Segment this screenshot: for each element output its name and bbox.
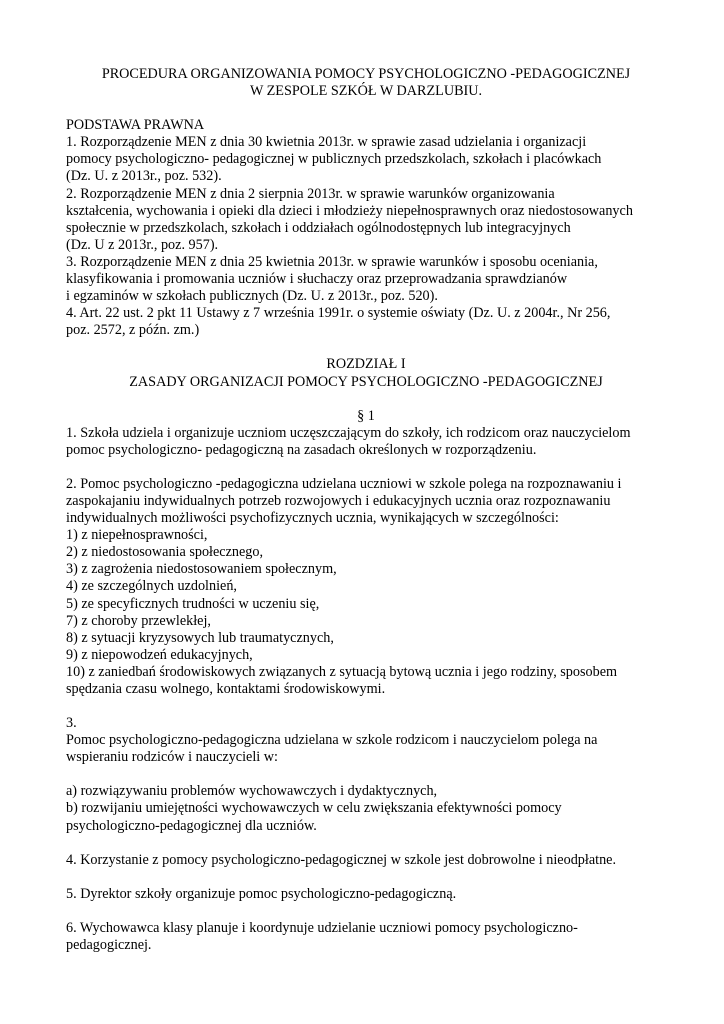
legal-basis-line: klasyfikowania i promowania uczniów i słuchaczy oraz przeprowadzania sprawdzianów [66,271,568,288]
point-3-intro-line: Pomoc psychologiczno-pedagogiczna udzielana w szkole rodzicom i nauczycielom polega na [66,732,598,749]
list-item: spędzania czasu wolnego, kontaktami środowiskowymi. [66,681,386,697]
list-item: 3) z zagrożenia niedostosowaniem społecznym, [66,561,337,578]
list-item: 9) z niepowodzeń edukacyjnych, [66,646,253,663]
list-item: 7) z choroby przewlekłej, [66,612,211,629]
list-item: b) rozwijaniu umiejętności wychowawczych w celu zwiększania efektywności pomocy [66,800,562,817]
document-page [66,66,666,954]
list-item: 4) ze szczególnych uzdolnień, [66,578,237,595]
point-1-line: 1. Szkoła udziela i organizuje uczniom uczęszczającym do szkoły, ich rodzicom oraz nauczycielom [66,424,631,441]
point-4: 4. Korzystanie z pomocy psychologiczno-pedagogicznej w szkole jest dobrowolne i nieodpłatne. [66,851,617,868]
list-item: 5) ze specyficznych trudności w uczeniu się, [66,595,320,612]
section-symbol: § 1 [357,407,375,424]
point-2-intro-line: zaspokajaniu indywidualnych potrzeb rozwojowych i edukacyjnych ucznia oraz rozpoznawaniu [66,492,611,509]
legal-basis-line: 2. Rozporządzenie MEN z dnia 2 sierpnia 2013r. w sprawie warunków organizowania [66,185,555,202]
title-line-2: W ZESPOLE SZKÓŁ W DARZLUBIU. [249,83,483,100]
chapter-label: ROZDZIAŁ I [326,356,406,373]
list-item: 2) z niedostosowania społecznego, [66,544,263,561]
legal-basis-heading: PODSTAWA PRAWNA [66,117,205,134]
list-item: 8) z sytuacji kryzysowych lub traumatycznych, [66,629,334,646]
point-3-intro-line: wspieraniu rodziców i nauczycieli w: [66,749,278,766]
point-6-line: 6. Wychowawca klasy planuje i koordynuje udzielanie uczniowi pomocy psychologiczno- [66,919,578,936]
point-2 [66,476,666,698]
list-item: psychologiczno-pedagogicznej dla uczniów. [66,817,317,834]
legal-basis-line: 4. Art. 22 ust. 2 pkt 11 Ustawy z 7 września 1991r. o systemie oświaty (Dz. U. z 2004r., Nr 256, [66,305,611,322]
legal-basis-section [66,117,666,339]
point-1-line: pomoc psychologiczno- pedagogiczną na zasadach określonych w rozporządzeniu. [66,441,537,458]
point-3-number: 3. [66,715,77,732]
section-1 [66,408,666,954]
point-6-line: pedagogicznej. [66,936,152,953]
legal-basis-line: kształcenia, wychowania i opieki dla dzieci i młodzieży niepełnosprawnych oraz niedostosowanych [66,202,633,219]
document-title [66,66,666,100]
point-2-intro-line: 2. Pomoc psychologiczno -pedagogiczna udzielana uczniowi w szkole polega na rozpoznawaniu i [66,475,622,492]
chapter-heading [66,356,666,390]
legal-basis-line: (Dz. U. z 2013r., poz. 532). [66,168,222,185]
legal-basis-line: 1. Rozporządzenie MEN z dnia 30 kwietnia 2013r. w sprawie zasad udzielania i organizacji [66,134,587,151]
legal-basis-line: 3. Rozporządzenie MEN z dnia 25 kwietnia 2013r. w sprawie warunków i sposobu oceniania, [66,253,598,270]
list-item: a) rozwiązywaniu problemów wychowawczych i dydaktycznych, [66,783,438,800]
legal-basis-line: i egzaminów w szkołach publicznych (Dz. U. z 2013r., poz. 520). [66,288,438,305]
legal-basis-line: poz. 2572, z późn. zm.) [66,322,200,339]
point-2-intro-line: indywidualnych możliwości psychofizycznych ucznia, wynikających w szczególności: [66,510,559,527]
point-1 [66,425,666,459]
legal-basis-line: społecznie w przedszkolach, szkołach i oddziałach ogólnodostępnych lub integracyjnych [66,219,571,236]
title-line-1: PROCEDURA ORGANIZOWANIA POMOCY PSYCHOLOGICZNO -PEDAGOGICZNEJ [101,66,631,82]
legal-basis-line: (Dz. U z 2013r., poz. 957). [66,236,219,253]
point-3 [66,715,666,835]
point-6 [66,920,666,954]
chapter-title: ZASADY ORGANIZACJI POMOCY PSYCHOLOGICZNO -PEDAGOGICZNEJ [129,373,603,390]
list-item: 1) z niepełnosprawności, [66,527,208,544]
point-5: 5. Dyrektor szkoły organizuje pomoc psychologiczno-pedagogiczną. [66,885,457,902]
list-item: 10) z zaniedbań środowiskowych związanych z sytuacją bytową ucznia i jego rodziny, sposobem [66,663,618,680]
legal-basis-line: pomocy psychologiczno- pedagogicznej w publicznych przedszkolach, szkołach i placówkach [66,151,602,168]
